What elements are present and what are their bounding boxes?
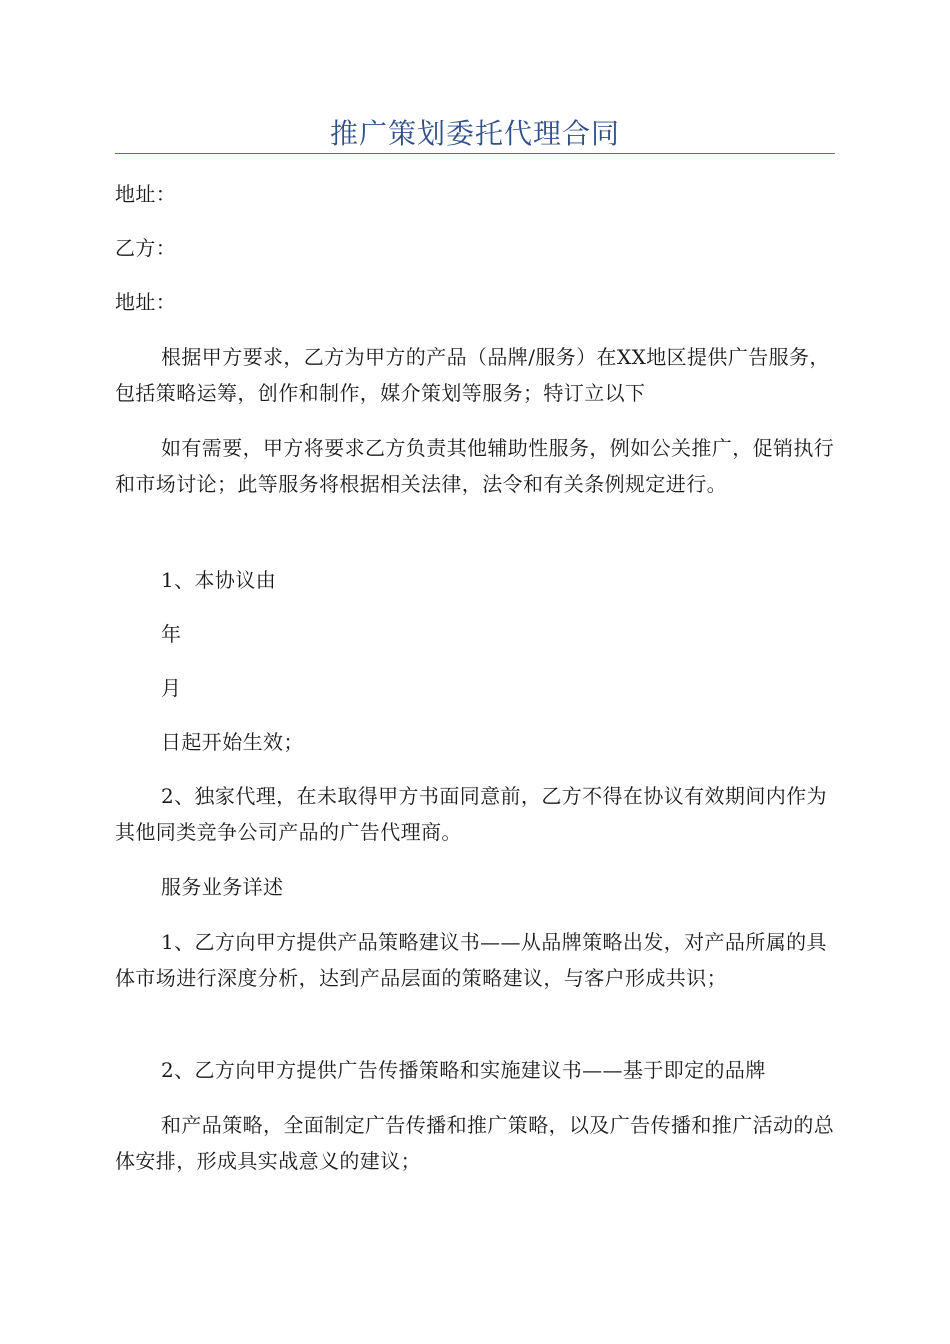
clause-1-month: 月 bbox=[161, 676, 182, 700]
service-item-1: 1、乙方向甲方提供产品策略建议书——从品牌策略出发，对产品所属的具体市场进行深度分析，达到产品层面的策略建议，与客户形成共识； bbox=[115, 930, 827, 990]
clause-1-day: 日起开始生效； bbox=[161, 730, 304, 754]
clause-1-year: 年 bbox=[161, 622, 182, 646]
section-heading-service-details: 服务业务详述 bbox=[161, 875, 284, 899]
title-divider bbox=[115, 153, 835, 154]
party-b-address-line: 地址： bbox=[115, 290, 177, 314]
party-a-address-line: 地址： bbox=[115, 182, 177, 206]
document-title: 推广策划委托代理合同 bbox=[329, 117, 620, 150]
service-item-2-continued: 和产品策略，全面制定广告传播和推广策略，以及广告传播和推广活动的总体安排，形成具实战意义的建议； bbox=[115, 1113, 835, 1173]
paragraph-auxiliary-services: 如有需要，甲方将要求乙方负责其他辅助性服务，例如公关推广，促销执行和市场讨论；此等服务将根据相关法律，法令和有关条例规定进行。 bbox=[115, 436, 835, 496]
paragraph-service-scope: 根据甲方要求，乙方为甲方的产品（品牌/服务）在XX地区提供广告服务，包括策略运筹，创作和制作，媒介策划等服务；特订立以下 bbox=[115, 345, 830, 405]
party-b-line: 乙方： bbox=[115, 236, 177, 260]
clause-1-effective: 1、本协议由 bbox=[161, 568, 277, 592]
service-item-2: 2、乙方向甲方提供广告传播策略和实施建议书——基于即定的品牌 bbox=[161, 1058, 766, 1082]
clause-2-exclusive-agency: 2、独家代理，在未取得甲方书面同意前，乙方不得在协议有效期间内作为其他同类竞争公司产品的广告代理商。 bbox=[115, 784, 827, 844]
